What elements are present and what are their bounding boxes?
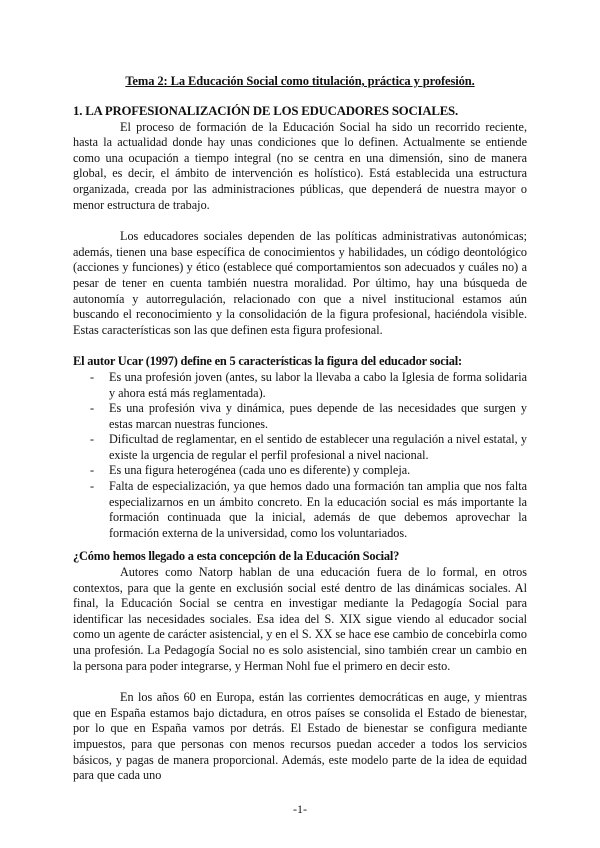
characteristics-list [73, 370, 527, 542]
document-title: Tema 2: La Educación Social como titulación, práctica y profesión. [125, 74, 475, 88]
paragraph-1: El proceso de formación de la Educación Social ha sido un recorrido reciente, hasta la actualidad donde hay unas condiciones que lo definen. Actualmente se entiende como una ocupación a tiempo integral (no se centra en una dimensión, sino de manera global, es decir, el ámbito de intervención es holístico). Está establecida una estructura organizada, creada por las administraciones públicas, que dependerá de nuestra mayor o menor estructura de trabajo. [73, 119, 527, 212]
list-item: - Falta de especialización, ya que hemos dado una formación tan amplia que nos falta especializarnos en un ámbito concreto. En la educación social es más importante la formación continuada que la inicial, además de que debemos aprovechar la formación externa de la universidad, como los voluntariados. [90, 479, 527, 540]
list-item: - Es una figura heterogénea (cada uno es diferente) y compleja. [90, 463, 411, 478]
section-heading-conception: ¿Cómo hemos llegado a esta concepción de la Educación Social? [73, 549, 400, 564]
dash-bullet: - [90, 369, 95, 384]
list-item: - Es una profesión joven (antes, su labor la llevaba a cabo la Iglesia de forma solidaria y ahora está más reglamentada). [90, 369, 527, 400]
dash-bullet: - [90, 479, 95, 494]
document-body [73, 104, 527, 784]
list-item: - Es una profesión viva y dinámica, pues depende de las necesidades que surgen y estas marcan nuestras funciones. [90, 401, 527, 431]
page-number: -1- [293, 802, 307, 816]
section-heading-ucar: El autor Ucar (1997) define en 5 características la figura del educador social: [73, 354, 462, 369]
list-item: - Dificultad de reglamentar, en el sentido de establecer una regulación a nivel estatal, y existe la urgencia de regular el perfil profesional a nivel nacional. [90, 432, 527, 462]
paragraph-4: En los años 60 en Europa, están las corrientes democráticas en auge, y mientras que en España estamos bajo dictadura, en otros países se consolida el Estado de bienestar, por lo que en España vamos por detrás. El Estado de bienestar se configura mediante impuestos, para que personas con menos recursos puedan acceder a todos los servicios básicos, y pagas de manera proporcional. Además, este modelo parte de la idea de equidad para que cada uno [73, 690, 527, 783]
dash-bullet: - [90, 432, 95, 447]
section-heading-professionalization: 1. LA PROFESIONALIZACIÓN DE LOS EDUCADORES SOCIALES. [73, 104, 458, 118]
dash-bullet: - [90, 401, 95, 416]
paragraph-3: Autores como Natorp hablan de una educación fuera de lo formal, en otros contextos, para que la gente en exclusión social esté dentro de las dinámicas sociales. Al final, la Educación Social se centra en investigar mediante la Pedagogía Social para identificar las necesidades sociales. Esa idea del S. XIX sigue viendo al educador social como un agente de carácter asistencial, y en el S. XX se hace ese cambio de concebirla como una profesión. La Pedagogía Social no es solo asistencial, sino también crear un cambio en la persona para poder integrarse, y Herman Nohl fue el primero en decir esto. [73, 565, 527, 673]
paragraph-2: Los educadores sociales dependen de las políticas administrativas autonómicas; además, tienen una base específica de conocimientos y habilidades, un código deontológico (acciones y funciones) y ético (establece qué comportamientos son adecuados y cuáles no) a pesar de tener en cuenta también nuestra moralidad. Por último, hay una búsqueda de autonomía y autorregulación, relacionado con que a nivel institucional estamos aún buscando el reconocimiento y la consolidación de la figura profesional, haciéndola visible. Estas características son las que definen esta figura profesional. [73, 229, 527, 337]
dash-bullet: - [90, 463, 95, 478]
